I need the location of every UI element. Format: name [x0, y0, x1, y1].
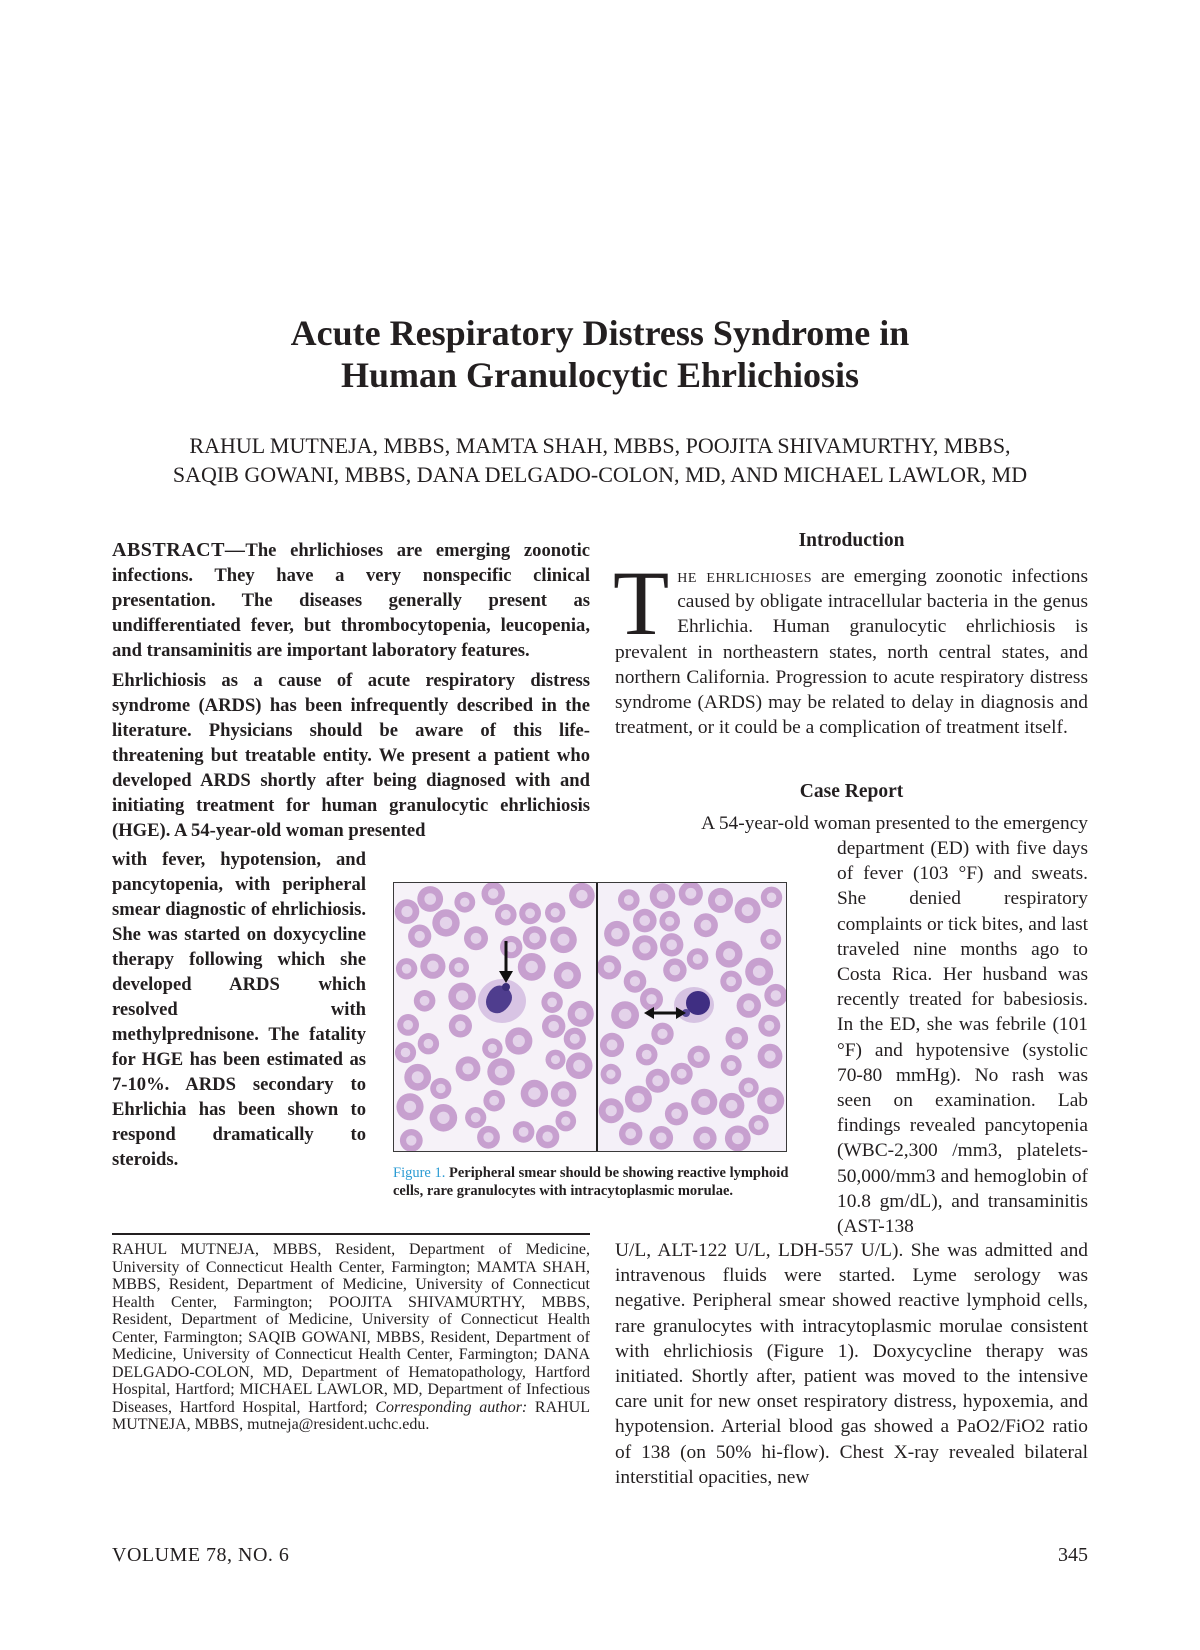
morula [502, 983, 510, 991]
rbc-pallor [456, 990, 468, 1002]
rbc-pallor [542, 1132, 552, 1142]
rbc-pallor [726, 1100, 737, 1111]
rbc-pallor [606, 1105, 617, 1116]
rbc-pallor [742, 904, 754, 916]
rbc-pallor [715, 895, 726, 906]
rbc-pallor [625, 1128, 636, 1139]
rbc-pallor [630, 976, 640, 986]
rbc-pallor [424, 1039, 434, 1049]
rbc-pallor [558, 1088, 570, 1100]
rbc-pallor [606, 1070, 615, 1079]
rbc-pallor [607, 1040, 618, 1051]
rbc-pallor [440, 917, 452, 929]
rbc-pallor [406, 1135, 416, 1145]
authors-line-2: SAQIB GOWANI, MBBS, DANA DELGADO-COLON, MD, AND MICHAEL LAWLOR, MD [172, 462, 1028, 487]
rbc-pallor [619, 1009, 632, 1022]
abstract [112, 538, 590, 843]
abstract-heading: ABSTRACT— [112, 539, 246, 561]
rbc-pallor [656, 1133, 667, 1144]
intro-small-caps: he ehrlichioses [677, 566, 812, 587]
article-title [0, 312, 1200, 396]
rbc-pallor [436, 1084, 446, 1094]
rbc-pallor [460, 898, 469, 907]
rbc-pallor [657, 1029, 667, 1039]
rbc-pallor [558, 934, 570, 946]
introduction-text: are emerging zoonotic infections caused by obligate intracellular bacteria in the genus Ehrlichia. Human granulocytic ehrlichiosis is prevalent in northeastern states, north central states, and northern California. Progression to acute respiratory distress syndrome (ARDS) may be related to delay in diagnosis and treatment, or it could be a complication of treatment itself. [615, 566, 1088, 739]
rbc-pallor [624, 895, 634, 905]
rbc-pallor [611, 928, 622, 939]
rbc-pallor [753, 965, 766, 978]
smear-image-right [598, 883, 786, 1151]
rbc-pallor [732, 1133, 744, 1145]
rbc-pallor [404, 1101, 416, 1113]
case-report-wide-text: U/L, ALT-122 U/L, LDH-557 U/L). She was admitted and intravenous fluids were started. Lyme serology was negative. Peripheral smear showed reactive lymphoid cells, rare granulocytes with intracytoplasmic morulae consistent with ehrlichiosis (Figure 1). Doxycycline therapy was initiated. Shortly after, patient was moved to the intensive care unit for new onset respiratory distress, hypoxemia, and hypotension. Arterial blood gas showed a PaO2/FiO2 ratio of 138 (on 50% hi-flow). Chest X-ray revealed bilateral interstitial opacities, new [615, 1240, 1088, 1488]
rbc-pallor [561, 1117, 570, 1126]
introduction-body [613, 552, 1088, 740]
rbc-pallor [657, 890, 669, 902]
footnote-rule [112, 1233, 590, 1235]
rbc-pallor [528, 1087, 540, 1099]
smear-image-left [394, 883, 596, 1151]
journal-volume: VOLUME 78, NO. 6 [112, 1544, 290, 1566]
rbc-pallor [764, 1051, 775, 1062]
rbc-pallor [677, 1069, 687, 1079]
rbc-pallor [403, 1020, 413, 1030]
rbc-pallor [754, 1121, 763, 1130]
rbc-pallor [744, 1083, 753, 1092]
rbc-pallor [693, 954, 703, 964]
rbc-pallor [402, 964, 412, 974]
rbc-pallor [766, 935, 775, 944]
rbc-pallor [412, 1071, 424, 1083]
rbc-pallor [765, 1095, 777, 1107]
rbc-pallor [471, 933, 482, 944]
authors-line-1: RAHUL MUTNEJA, MBBS, MAMTA SHAH, MBBS, POOJITA SHIVAMURTHY, MBBS, [189, 433, 1011, 458]
affiliations-text: RAHUL MUTNEJA, MBBS, Resident, Department of Medicine, University of Connecticut Health Center, Farmington; MAMTA SHAH, MBBS, Resident, Department of Medicine, University of Connecticut Health Center, Farmington; POOJITA SHIVAMURTHY, MBBS, Resident, Department of Medicine, University of Connecticut Health Center, Farmington; SAQIB GOWANI, MBBS, Resident, Department of Medicine, University of Connecticut Health Center, Farmington; DANA DELGADO-COLON, MD, Department of Hematopathology, Hartford Hospital, Hartford; MICHAEL LAWLOR, MD, Department of Infectious Diseases, Hartford Hospital, Hartford; [112, 1241, 590, 1416]
author-affiliations [112, 1241, 590, 1434]
author-list [0, 431, 1200, 489]
rbc-pallor [424, 893, 436, 905]
rbc-pallor [576, 890, 587, 901]
title-line-2: Human Granulocytic Ehrlichiosis [340, 355, 860, 395]
rbc-pallor [427, 961, 438, 972]
abstract-para-1 [112, 538, 590, 663]
rbc-pallor [495, 1066, 507, 1078]
rbc-pallor [548, 1021, 559, 1032]
case-report-narrow-text: department (ED) with five days of fever (103 °F) and sweats. She denied respiratory complaints or tick bites, and last traveled nine months ago to Costa Rica. Her husband was recently treated for babesiosis. In the ED, she was febrile (101 °F) and hypotensive (systolic 70-80 mmHg). No rash was seen on examination. Lab findings revealed pancytopenia (WBC-2,300 /mm3, platelets-50,000/mm3 and hemoglobin of 10.8 gm/dL), and transaminitis (AST-138 [837, 838, 1088, 1238]
rbc-pallor [551, 1055, 560, 1064]
introduction-heading: Introduction [798, 530, 905, 551]
rbc-pallor [506, 942, 516, 952]
rbc-pallor [454, 963, 463, 972]
rbc-pallor [743, 1000, 754, 1011]
rbc-pallor [561, 969, 573, 981]
rbc-pallor [513, 1035, 525, 1047]
rbc-pallor [732, 1033, 742, 1043]
rbc-pallor [646, 994, 656, 1004]
rbc-pallor [771, 990, 781, 1000]
drop-cap: T [613, 552, 670, 654]
rbc-pallor [547, 998, 557, 1008]
rbc-pallor [575, 1008, 587, 1020]
rbc-pallor [642, 1050, 652, 1060]
rbc-pallor [570, 1034, 580, 1044]
rbc-pallor [700, 1133, 711, 1144]
rbc-pallor [685, 888, 696, 899]
rbc-pallor [670, 965, 681, 976]
rbc-pallor [437, 1112, 449, 1124]
rbc-pallor [529, 933, 540, 944]
rbc-pallor [727, 1061, 736, 1070]
rbc-pallor [526, 961, 538, 973]
rbc-pallor [401, 906, 412, 917]
rbc-pallor [767, 893, 777, 903]
rbc-pallor [665, 917, 674, 926]
rbc-pallor [501, 910, 511, 920]
figure-1-micrographs [393, 882, 787, 1152]
title-line-1: Acute Respiratory Distress Syndrome in [290, 313, 910, 353]
rbc-pallor [519, 1127, 529, 1137]
rbc-pallor [701, 920, 712, 931]
rbc-pallor [632, 1093, 644, 1105]
rbc-pallor [551, 908, 560, 917]
figure-caption [393, 1164, 793, 1200]
rbc-pallor [401, 1048, 411, 1058]
rbc-pallor [671, 1109, 681, 1119]
rbc-pallor [471, 1113, 481, 1123]
abstract-para-2: Ehrlichiosis as a cause of acute respiratory distress syndrome (ARDS) has been infrequently described in the literature. Physicians should be aware of this life-threatening but treatable entity. We present a patient who developed ARDS shortly after being diagnosed with and initiating treatment for human granulocytic ehrlichiosis (HGE). A 54-year-old woman presented [112, 670, 590, 841]
rbc-pallor [483, 1132, 493, 1142]
rbc-pallor [488, 1044, 497, 1053]
rbc-pallor [488, 888, 498, 898]
rbc-pallor [723, 948, 735, 960]
rbc-pallor [420, 996, 430, 1006]
rbc-pallor [604, 962, 615, 973]
corresponding-text: RAHUL MUTNEJA, MBBS, mutneja@resident.uchc.edu. [112, 1398, 590, 1433]
rbc-pallor [462, 1063, 473, 1074]
rbc-pallor [525, 908, 535, 918]
rbc-pallor [639, 942, 650, 953]
rbc-pallor [666, 940, 677, 951]
figure-label: Figure 1. [393, 1165, 446, 1181]
rbc-pallor [698, 1096, 710, 1108]
abstract-continuation: with fever, hypotension, and pancytopenia, with peripheral smear diagnostic of ehrlichiosis. She was started on doxycycline therapy following which she developed ARDS which resolved with methylprednisone. The fatality for HGE has been estimated as 7-10%. ARDS secondary to Ehrlichia has been shown to respond dramatically to steroids. [112, 849, 366, 1170]
rbc-pallor [726, 977, 736, 987]
rbc-pallor [764, 1021, 774, 1031]
rbc-pallor [694, 1052, 704, 1062]
case-report-heading: Case Report [799, 781, 904, 802]
rbc-pallor [489, 1096, 499, 1106]
case-report-first-line: A 54-year-old woman presented to the emergency [701, 813, 1088, 834]
rbc-pallor [415, 931, 425, 941]
corresponding-label: Corresponding author: [375, 1398, 528, 1416]
figure-caption-text: Peripheral smear should be showing reactive lymphoid cells, rare granulocytes with intracytoplasmic morulae. [393, 1165, 789, 1199]
introduction-paragraph [613, 552, 1088, 740]
page-number: 345 [1058, 1544, 1088, 1566]
abstract-para-1-text: The ehrlichioses are emerging zoonotic infections. They have a very nonspecific clinical presentation. The diseases generally present as undifferentiated fever, but thrombocytopenia, leucopenia, and transaminitis are important laboratory features. [112, 540, 590, 661]
rbc-pallor [652, 1075, 663, 1086]
rbc-pallor [455, 1021, 465, 1031]
rbc-pallor [573, 1060, 585, 1072]
rbc-pallor [640, 915, 651, 926]
